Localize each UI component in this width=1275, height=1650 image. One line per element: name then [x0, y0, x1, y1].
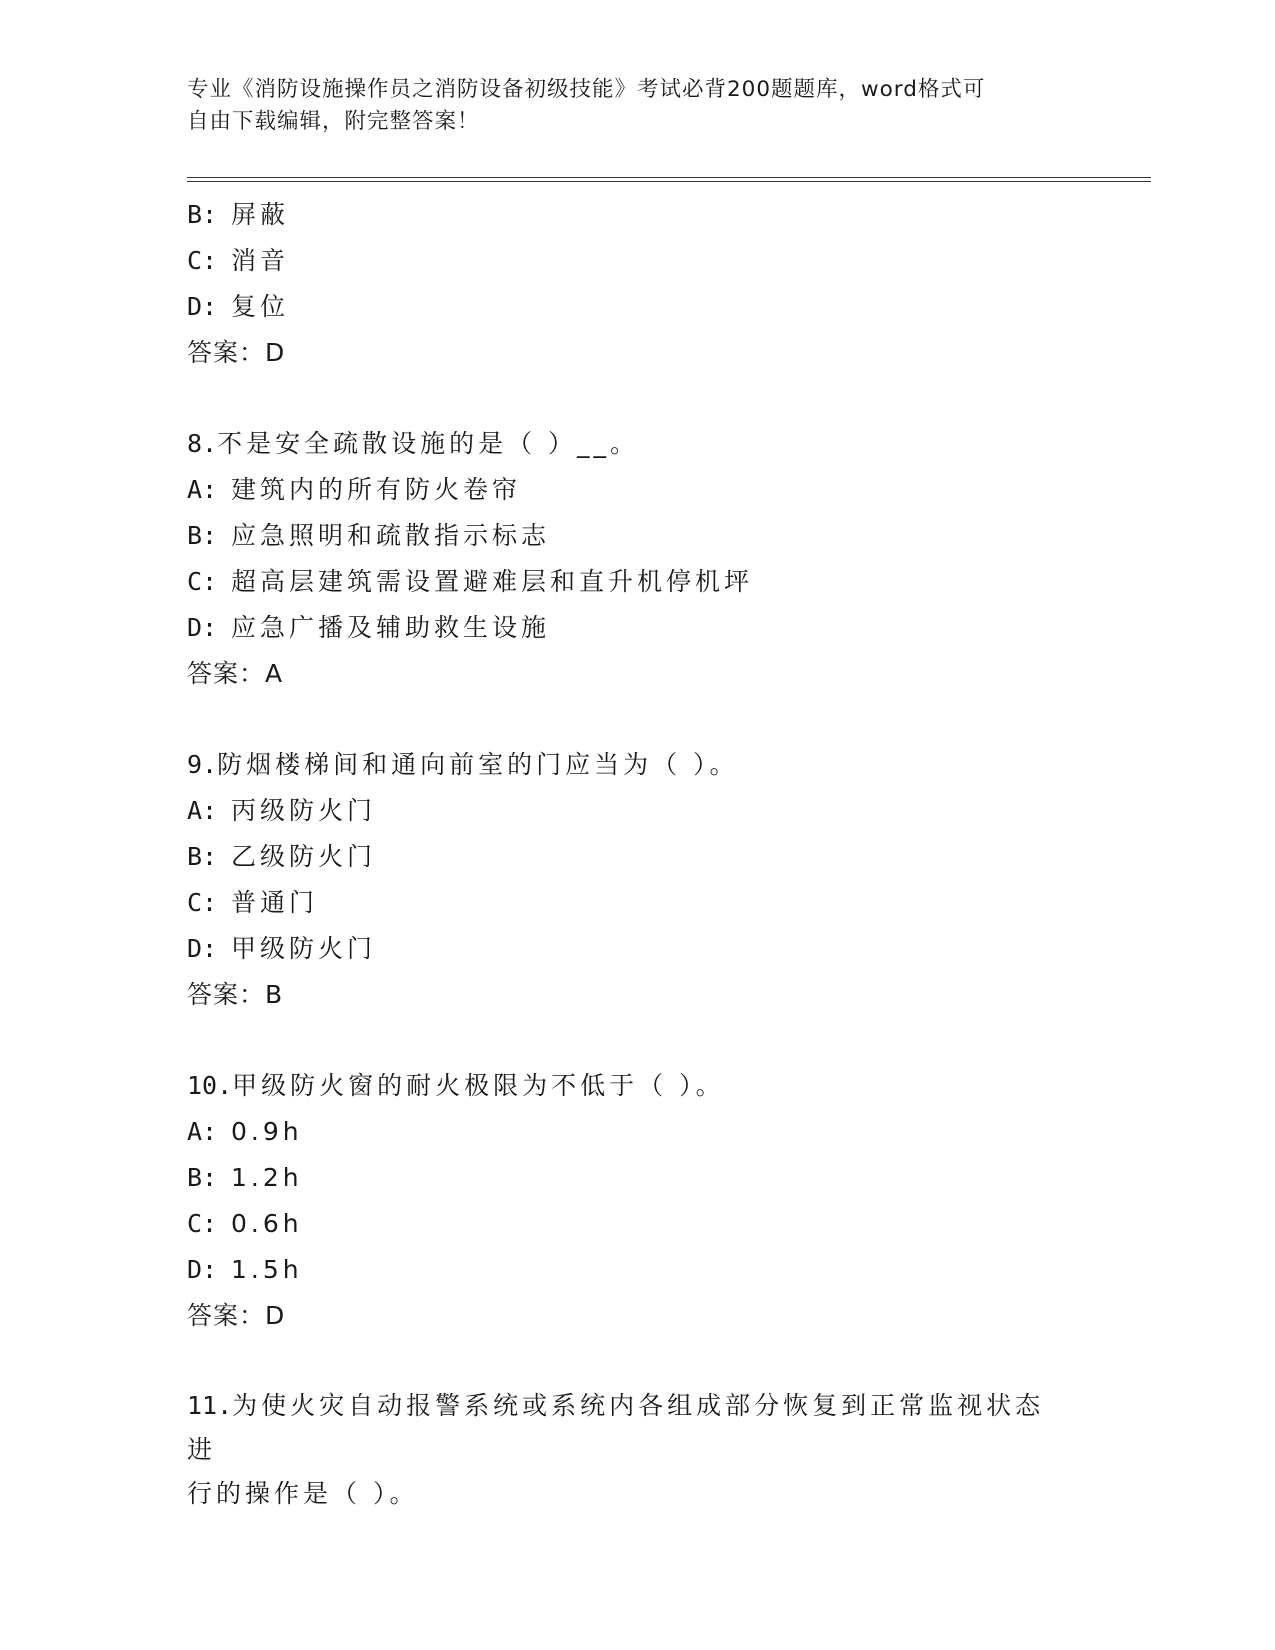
option-letter: C:	[187, 888, 218, 917]
answer-value: D	[265, 338, 285, 367]
question-text: 防烟楼梯间和通向前室的门应当为（ ）。	[217, 750, 739, 779]
answer-line	[187, 651, 1107, 697]
option-text: 普通门	[231, 888, 319, 917]
question-text: 不是安全疏散设施的是（ ）__。	[217, 429, 640, 458]
option-text: 0.9h	[231, 1117, 303, 1146]
option-d	[187, 605, 1107, 651]
question-number: 10.	[187, 1071, 233, 1100]
answer-line	[187, 1293, 1107, 1339]
option-text: 1.2h	[231, 1163, 303, 1192]
option-letter: D:	[187, 1255, 218, 1284]
option-text: 1.5h	[231, 1255, 303, 1284]
question-stem	[187, 421, 1107, 467]
option-letter: C:	[187, 567, 218, 596]
question-stem	[187, 1063, 1107, 1109]
question-text: 甲级防火窗的耐火极限为不低于（ ）。	[232, 1071, 725, 1100]
option-a	[187, 1109, 1107, 1155]
option-b	[187, 834, 1107, 880]
option-c	[187, 880, 1107, 926]
option-text: 应急照明和疏散指示标志	[231, 521, 551, 550]
answer-label: 答案：	[187, 980, 266, 1009]
question-spacer	[187, 376, 1107, 421]
question-stem	[187, 742, 1107, 788]
answer-value: B	[265, 980, 283, 1009]
option-letter: C:	[187, 246, 218, 275]
option-letter: B:	[187, 842, 218, 871]
option-text: 丙级防火门	[231, 796, 377, 825]
question-list	[187, 192, 1107, 1516]
option-b	[187, 1155, 1107, 1201]
option-text: 超高层建筑需设置避难层和直升机停机坪	[231, 567, 754, 596]
option-letter: C:	[187, 1209, 218, 1238]
option-text: 应急广播及辅助救生设施	[231, 613, 551, 642]
option-letter: B:	[187, 200, 218, 229]
question-text: 为使火灾自动报警系统或系统内各组成部分恢复到正常监视状态进	[187, 1391, 1045, 1464]
answer-line	[187, 972, 1107, 1018]
option-text: 建筑内的所有防火卷帘	[231, 475, 522, 504]
option-text: 乙级防火门	[231, 842, 377, 871]
option-letter: D:	[187, 292, 218, 321]
document-header	[187, 74, 1067, 138]
option-letter: D:	[187, 613, 218, 642]
option-text: 屏蔽	[231, 200, 290, 229]
question-stem	[187, 1384, 1067, 1516]
option-text: 复位	[231, 292, 290, 321]
option-a	[187, 788, 1107, 834]
question-number: 8.	[187, 429, 218, 458]
question-spacer	[187, 1018, 1107, 1063]
option-letter: B:	[187, 1163, 218, 1192]
option-d	[187, 926, 1107, 972]
question-number: 11.	[187, 1391, 233, 1420]
answer-value: A	[265, 659, 283, 688]
header-divider-top	[187, 177, 1151, 178]
answer-label: 答案：	[187, 338, 266, 367]
option-text: 消音	[231, 246, 290, 275]
option-letter: A:	[187, 796, 218, 825]
option-b	[187, 192, 1107, 238]
option-letter: A:	[187, 475, 218, 504]
question-spacer	[187, 1339, 1107, 1384]
question-text-line-2: 行的操作是（ ）。	[187, 1479, 419, 1508]
option-text: 0.6h	[231, 1209, 303, 1238]
option-letter: A:	[187, 1117, 218, 1146]
answer-value: D	[265, 1301, 285, 1330]
option-text: 甲级防火门	[231, 934, 377, 963]
header-title-line-2: 自由下载编辑，附完整答案！	[187, 109, 480, 134]
answer-line	[187, 330, 1107, 376]
option-b	[187, 513, 1107, 559]
option-c	[187, 1201, 1107, 1247]
option-c	[187, 238, 1107, 284]
option-c	[187, 559, 1107, 605]
option-letter: D:	[187, 934, 218, 963]
header-title-line-1: 专业《消防设施操作员之消防设备初级技能》考试必背200题题库，word格式可	[187, 77, 986, 102]
answer-label: 答案：	[187, 1301, 266, 1330]
answer-label: 答案：	[187, 659, 266, 688]
question-number: 9.	[187, 750, 218, 779]
question-text-line-1	[187, 1384, 1067, 1472]
header-divider-bottom	[187, 181, 1151, 182]
option-d	[187, 1247, 1107, 1293]
question-spacer	[187, 697, 1107, 742]
option-a	[187, 467, 1107, 513]
option-d	[187, 284, 1107, 330]
option-letter: B:	[187, 521, 218, 550]
